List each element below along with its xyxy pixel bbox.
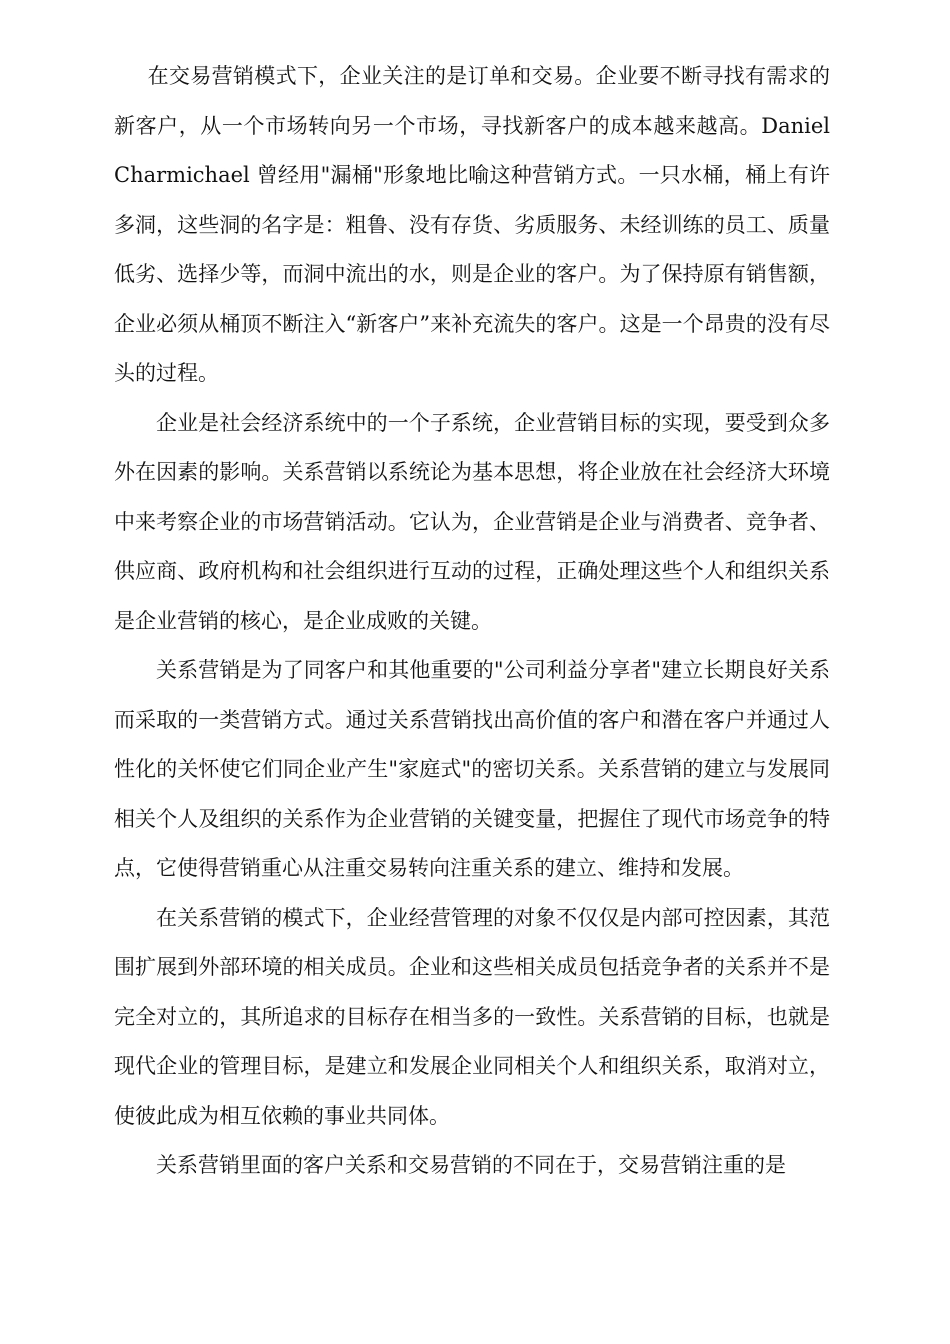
paragraph-enterprise-subsystem: 企业是社会经济系统中的一个子系统，企业营销目标的实现，要受到众多外在因素的影响。关系营销以系统论为基本思想，将企业放在社会经济大环境中来考察企业的市场营销活动。它认为，企业营销是企业与消费者、竞争者、供应商、政府机构和社会组织进行互动的过程，正确处理这些个人和组织关系是企业营销的核心，是企业成败的关键。 xyxy=(114,410,830,633)
paragraph-customer-relationship: 关系营销里面的客户关系和交易营销的不同在于，交易营销注重的是 xyxy=(156,1153,786,1177)
paragraph-relationship-marketing-definition: 关系营销是为了同客户和其他重要的"公司利益分享者"建立长期良好关系而采取的一类营销方式。通过关系营销找出高价值的客户和潜在客户并通过人性化的关怀使它们同企业产生"家庭式"的密切关系。关系营销的建立与发展同相关个人及组织的关系作为企业营销的关键变量，把握住了现代市场竞争的特点，它使得营销重心从注重交易转向注重关系的建立、维持和发展。 xyxy=(114,658,830,880)
paragraph-transaction-marketing: 在交易营销模式下，企业关注的是订单和交易。企业要不断寻找有需求的新客户，从一个市场转向另一个市场，寻找新客户的成本越来越高。Daniel Charmichael 曾经用"漏桶"形象地比喻这种营销方式。一只水桶，桶上有许多洞，这些洞的名字是：粗鲁、没有存货、劣质服务、未经训练的员工、质量低劣、选择少等，而洞中流出的水，则是企业的客户。为了保持原有销售额，企业必须从桶顶不断注入“新客户”来补充流失的客户。这是一个昂贵的没有尽头的过程。 xyxy=(114,64,830,385)
document-page xyxy=(114,52,830,1191)
paragraph-relationship-marketing-mode: 在关系营销的模式下，企业经营管理的对象不仅仅是内部可控因素，其范围扩展到外部环境的相关成员。企业和这些相关成员包括竞争者的关系并不是完全对立的，其所追求的目标存在相当多的一致性。关系营销的目标，也就是现代企业的管理目标，是建立和发展企业同相关个人和组织关系，取消对立，使彼此成为相互依赖的事业共同体。 xyxy=(114,905,830,1128)
